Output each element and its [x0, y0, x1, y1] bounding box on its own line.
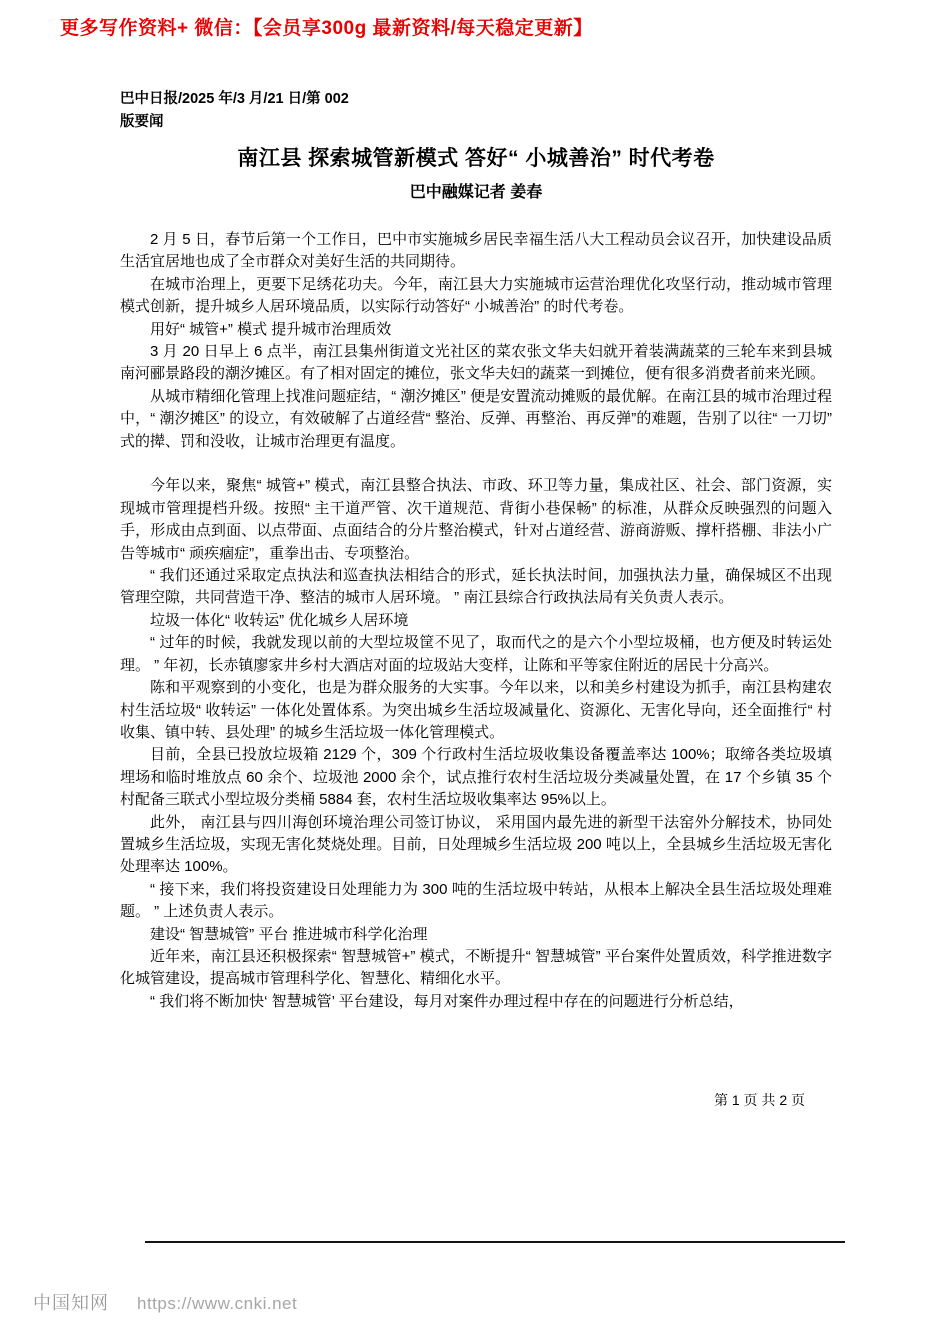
- body-paragraph: 3 月 20 日早上 6 点半，南江县集州街道文光社区的菜农张文华夫妇就开着装满蔬菜的三轮车来到县城南河郦景路段的潮汐摊区。有了相对固定的摊位，张文华夫妇的蔬菜一到摊位，便有很多消费者前来光顾。: [120, 343, 832, 383]
- article-body: [120, 229, 832, 1013]
- article-container: [120, 88, 832, 1013]
- section-subhead: 建设“ 智慧城管” 平台 推进城市科学化治理: [150, 925, 428, 943]
- body-paragraph: 近年来，南江县还积极探索“ 智慧城管+” 模式，不断提升“ 智慧城管” 平台案件处置质效，科学推进数字化城管建设，提高城市管理科学化、智慧化、精细化水平。: [120, 947, 832, 988]
- body-paragraph: 2 月 5 日，春节后第一个工作日，巴中市实施城乡居民幸福生活八大工程动员会议召开，加快建设品质生活宜居地也成了全市群众对美好生活的共同期待。: [120, 231, 832, 271]
- body-paragraph: 从城市精细化管理上找准问题症结，“ 潮汐摊区” 便是安置流动摊贩的最优解。在南江县的城市治理过程中，“ 潮汐摊区” 的设立，有效破解了占道经营“ 整治、反弹、再整治、再反弹”的难题，告别了以往“ 一刀切” 式的撵、罚和没收，让城市治理更有温度。: [120, 387, 832, 450]
- body-paragraph: “ 接下来，我们将投资建设日处理能力为 300 吨的生活垃圾中转站，从根本上解决全县生活垃圾处理难题。 ” 上述负责人表示。: [120, 880, 832, 921]
- footer-divider: [145, 1241, 845, 1243]
- article-title: 南江县 探索城管新模式 答好“ 小城善治” 时代考卷: [237, 147, 715, 170]
- page-indicator: 第 1 页 共 2 页: [713, 1092, 805, 1108]
- body-paragraph: 此外， 南江县与四川海创环境治理公司签订协议， 采用国内最先进的新型干法窑外分解技术，协同处置城乡生活垃圾，实现无害化焚烧处理。目前，日处理城乡生活垃圾 200 吨以上，全县城乡生活垃圾无害化处理率达 100%。: [120, 813, 832, 876]
- paragraph-spacer: [120, 453, 832, 475]
- section-subhead: 垃圾一体化“ 收转运” 优化城乡人居环境: [150, 611, 409, 629]
- cnki-footer: [33, 1289, 297, 1315]
- body-paragraph: “ 我们还通过采取定点执法和巡查执法相结合的形式，延长执法时间，加强执法力量，确保城区不出现管理空隙，共同营造干净、整洁的城市人居环境。 ” 南江县综合行政执法局有关负责人表示。: [120, 567, 832, 607]
- section-subhead: 用好“ 城管+” 模式 提升城市治理质效: [150, 320, 392, 338]
- article-source-line: 巴中日报/2025 年/3 月/21 日/第 002: [120, 91, 349, 107]
- promo-banner-text: 更多写作资料+ 微信：【会员享300g 最新资料/每天稳定更新】: [60, 18, 593, 39]
- body-paragraph: 在城市治理上，更要下足绣花功夫。今年，南江县大力实施城市运营治理优化攻坚行动，推动城市管理模式创新，提升城乡人居环境品质，以实际行动答好“ 小城善治” 的时代考卷。: [120, 275, 832, 316]
- cnki-url-link[interactable]: https://www.cnki.net: [137, 1294, 298, 1313]
- body-paragraph: “ 过年的时候，我就发现以前的大型垃圾筐不见了，取而代之的是六个小型垃圾桶，也方便及时转运处理。 ” 年初，长赤镇廖家井乡村大酒店对面的垃圾站大变样，让陈和平等家住附近的居民十分高兴。: [120, 634, 832, 674]
- body-paragraph: “ 我们将不断加快‘ 智慧城管’ 平台建设，每月对案件办理过程中存在的问题进行分析总结，: [150, 992, 744, 1010]
- article-section-line: 版要闻: [120, 114, 164, 130]
- body-paragraph: 陈和平观察到的小变化，也是为群众服务的大实事。今年以来，以和美乡村建设为抓手，南江县构建农村生活垃圾“ 收转运” 一体化处置体系。为突出城乡生活垃圾减量化、资源化、无害化导向，还全面推行“ 村收集、镇中转、县处理” 的城乡生活垃圾一体化管理模式。: [120, 679, 832, 741]
- body-paragraph: 目前，全县已投放垃圾箱 2129 个，309 个行政村生活垃圾收集设备覆盖率达 100%；取缔各类垃圾填埋场和临时堆放点 60 余个、垃圾池 2000 余个，试点推行农村生活垃圾分类减量处置，在 17 个乡镇 35 个村配备三联式小型垃圾分类桶 5884 套，农村生活垃圾收集率达 95%以上。: [120, 746, 832, 809]
- article-byline: 巴中融媒记者 姜春: [409, 184, 543, 201]
- cnki-brand-logo: 中国知网: [33, 1293, 109, 1313]
- body-paragraph: 今年以来，聚焦“ 城管+” 模式，南江县整合执法、市政、环卫等力量，集成社区、社会、部门资源，实现城市管理提档升级。按照“ 主干道严管、次干道规范、背街小巷保畅” 的标准，从群众反映强烈的问题入手，形成由点到面、以点带面、点面结合的分片整治模式，针对占道经营、游商游贩、撑杆搭棚、非法小广告等城市“ 顽疾痼症”，重拳出击、专项整治。: [120, 477, 832, 562]
